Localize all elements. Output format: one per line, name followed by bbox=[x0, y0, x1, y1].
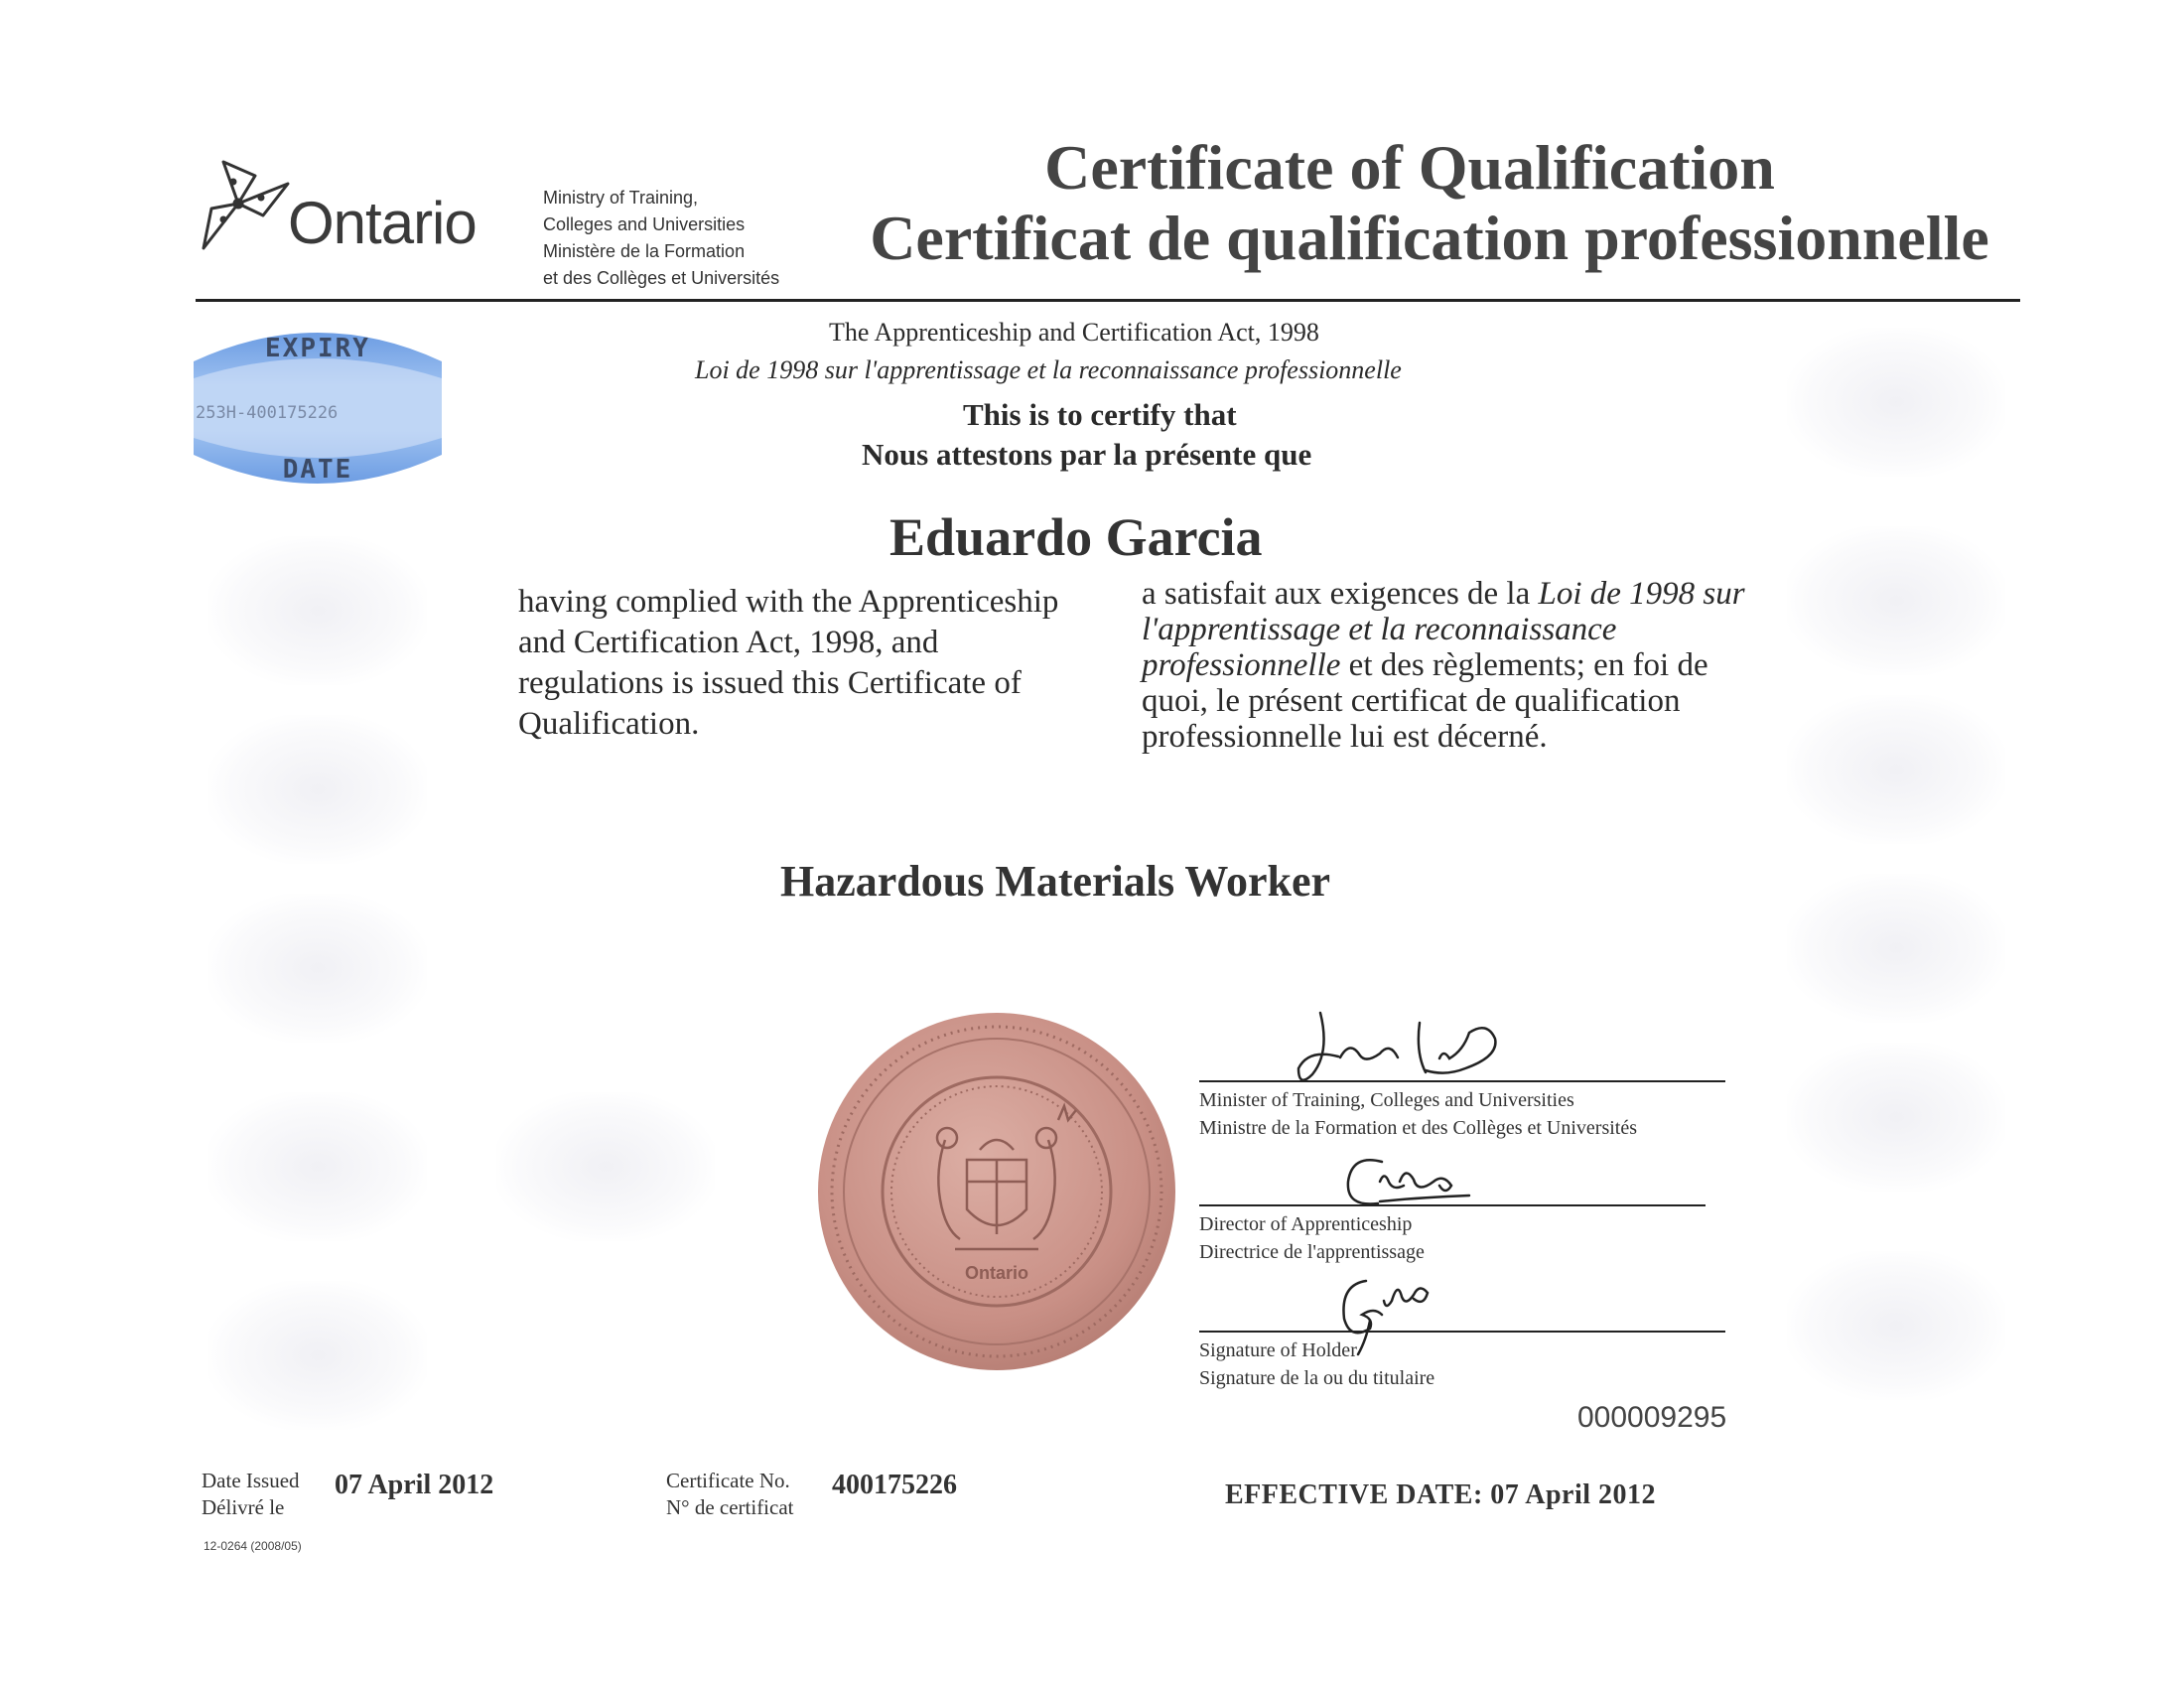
date-issued-value: 07 April 2012 bbox=[335, 1470, 494, 1500]
minister-title-en: Minister of Training, Colleges and Universities bbox=[1199, 1089, 1574, 1111]
act-name-french: Loi de 1998 sur l'apprentissage et la reconnaissance professionnelle bbox=[695, 355, 1402, 384]
date-issued-label-fr: Délivré le bbox=[202, 1495, 285, 1519]
serial-number: 000009295 bbox=[1577, 1401, 1727, 1434]
header-divider bbox=[196, 299, 2020, 302]
certificate-number-label-fr: N° de certificat bbox=[666, 1495, 794, 1519]
body-fr-act-title: Loi de 1998 sur l'apprentissage et la reconnaissance professionnelle bbox=[1142, 576, 1745, 683]
certificate-number-label-en: Certificate No. bbox=[666, 1469, 790, 1492]
holder-signature-label-en: Signature of Holder bbox=[1199, 1339, 1357, 1361]
expiry-date-sticker bbox=[194, 324, 442, 492]
trade-name: Hazardous Materials Worker bbox=[780, 857, 1330, 906]
body-fr-prefix: a satisfait aux exigences de la bbox=[1142, 576, 1539, 612]
holder-signature-label bbox=[1199, 1336, 1434, 1392]
act-name-english: The Apprenticeship and Certification Act, 1998 bbox=[829, 318, 1319, 347]
expiry-label: EXPIRY bbox=[265, 334, 370, 363]
expiry-code: 253H-400175226 bbox=[196, 403, 339, 423]
minister-signature bbox=[1281, 1003, 1578, 1097]
title-french: Certificat de qualification professionnelle bbox=[870, 203, 1989, 273]
date-label: DATE bbox=[282, 455, 353, 485]
ontario-seal bbox=[816, 1011, 1177, 1372]
holder-signature-label-fr: Signature de la ou du titulaire bbox=[1199, 1367, 1435, 1389]
certificate-number-label bbox=[666, 1468, 794, 1521]
ministry-line: Colleges and Universities bbox=[543, 214, 746, 234]
director-title-en: Director of Apprenticeship bbox=[1199, 1213, 1413, 1235]
minister-title bbox=[1199, 1086, 1637, 1142]
effective-date: EFFECTIVE DATE: 07 April 2012 bbox=[1225, 1479, 1657, 1510]
director-title bbox=[1199, 1210, 1425, 1266]
ministry-line: Ministry of Training, bbox=[543, 188, 699, 208]
certificate-number-value: 400175226 bbox=[832, 1470, 957, 1500]
title-english: Certificate of Qualification bbox=[1044, 132, 1775, 203]
body-text-french bbox=[1142, 576, 1747, 755]
ministry-name bbox=[543, 185, 779, 292]
trillium-icon bbox=[194, 154, 293, 253]
body-fr-suffix: et des règlements; en foi de quoi, le présent certificat de qualification professionnelle lui est décerné. bbox=[1142, 647, 1708, 755]
date-issued-label bbox=[202, 1468, 300, 1521]
ministry-line: Ministère de la Formation bbox=[543, 241, 746, 261]
date-issued-label-en: Date Issued bbox=[202, 1469, 300, 1492]
seal-text: Ontario bbox=[964, 1263, 1028, 1283]
form-code: 12-0264 (2008/05) bbox=[204, 1539, 302, 1553]
minister-title-fr: Ministre de la Formation et des Collèges et Universités bbox=[1199, 1117, 1638, 1139]
ontario-logo-text: Ontario bbox=[288, 190, 477, 256]
signature-line bbox=[1199, 1204, 1706, 1206]
certify-statement-french: Nous attestons par la présente que bbox=[862, 437, 1312, 472]
holder-name: Eduardo Garcia bbox=[889, 507, 1263, 567]
body-text-english: having complied with the Apprenticeship and Certification Act, 1998, and regulations is issued this Certificate of Qualification. bbox=[518, 584, 1059, 742]
ministry-line: et des Collèges et Universités bbox=[543, 268, 780, 288]
signature-line bbox=[1199, 1331, 1725, 1333]
certify-statement-english: This is to certify that bbox=[963, 397, 1237, 432]
director-title-fr: Directrice de l'apprentissage bbox=[1199, 1241, 1425, 1263]
signature-line bbox=[1199, 1080, 1725, 1082]
